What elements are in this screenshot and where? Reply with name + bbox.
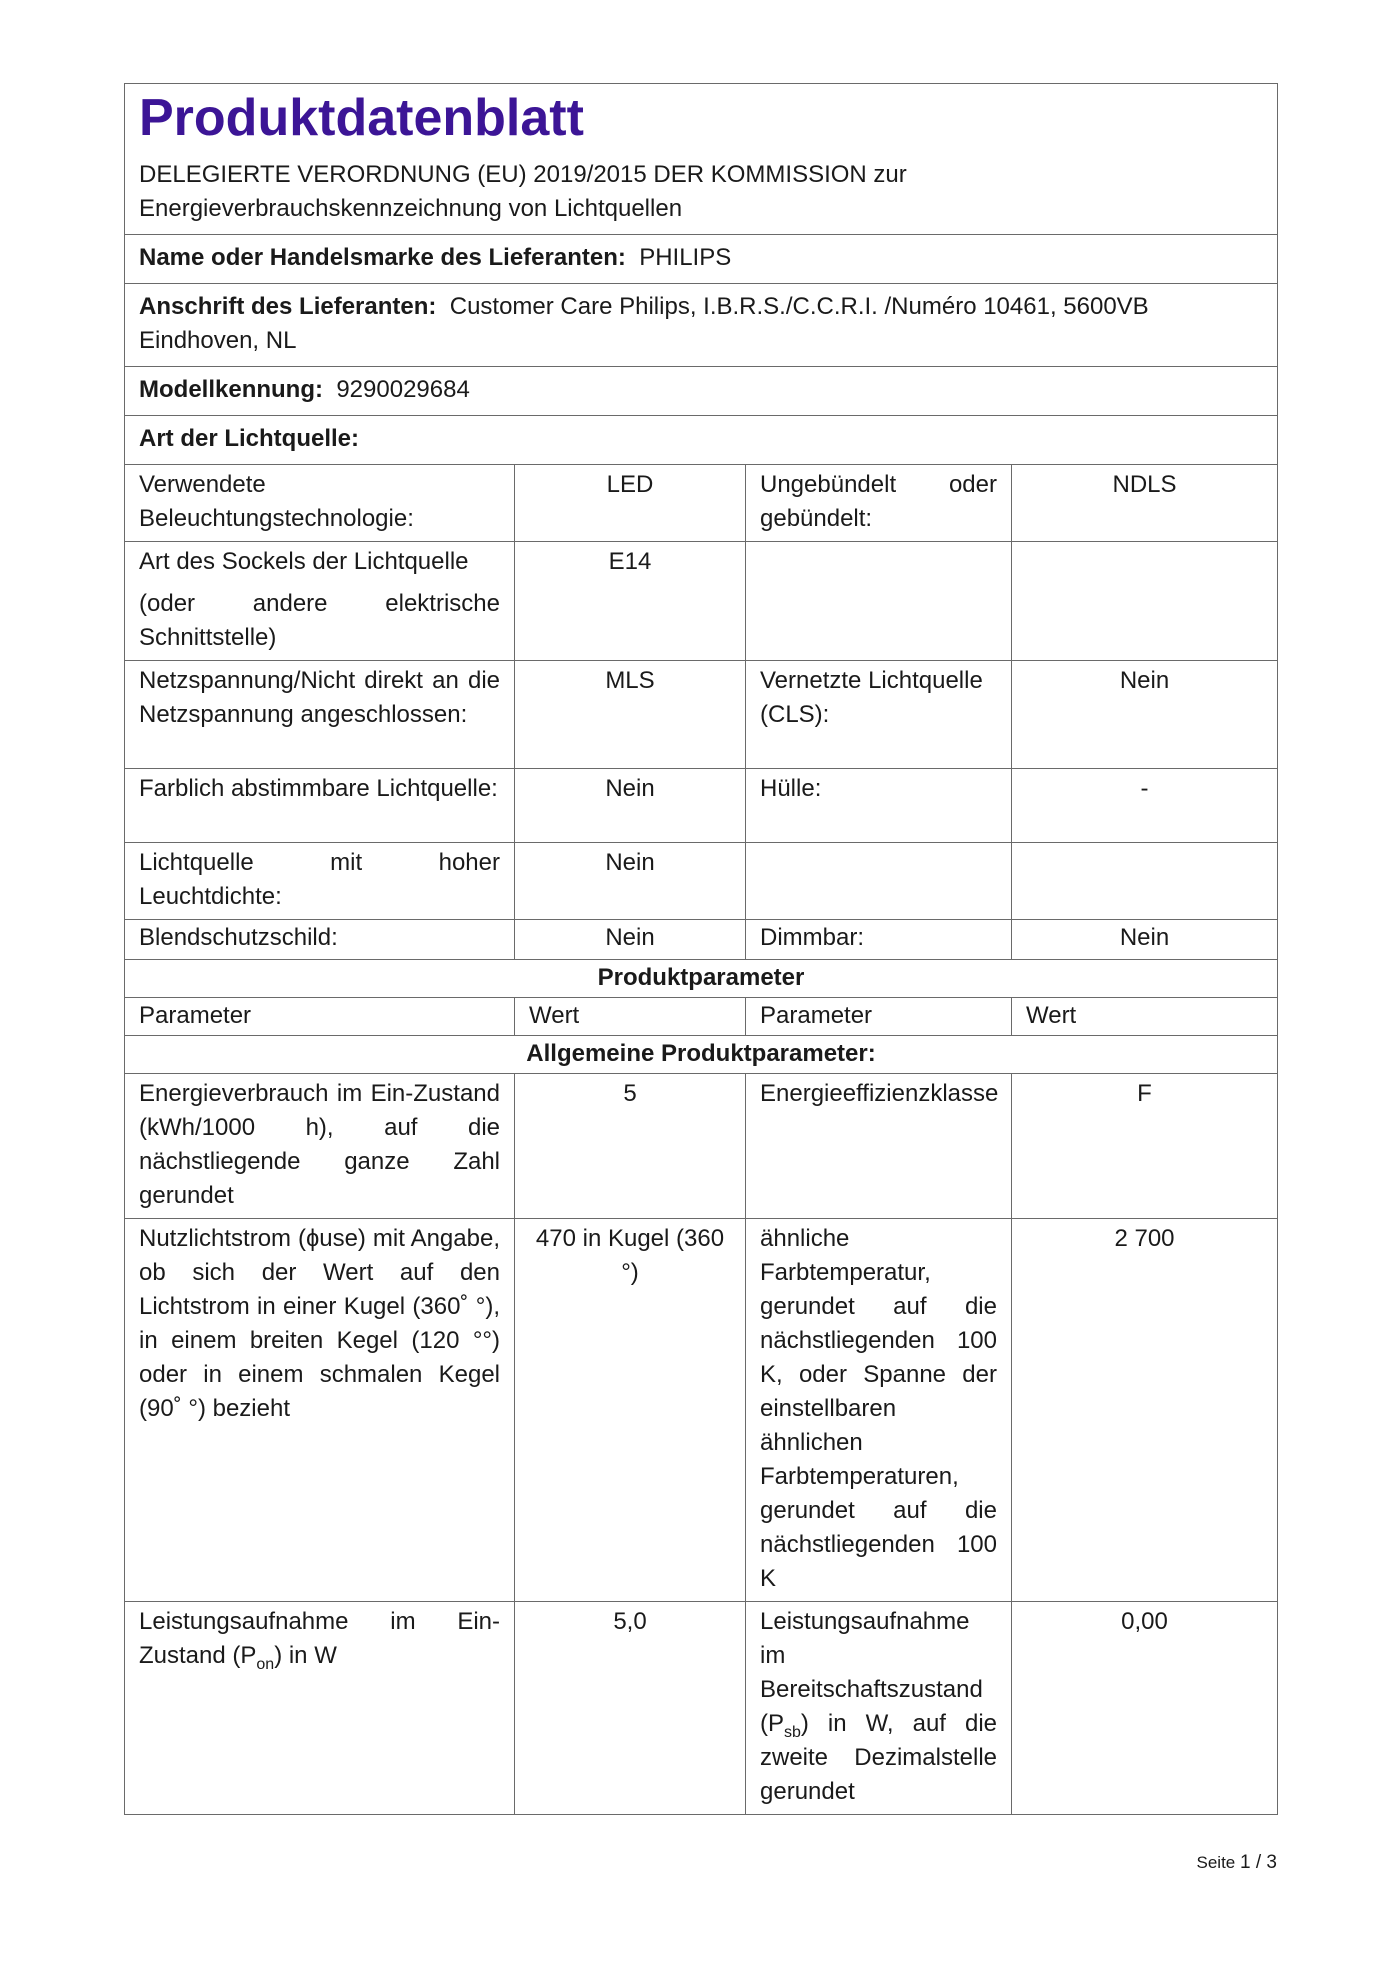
title-row bbox=[125, 84, 1278, 235]
param-value: 470 in Kugel (360 °) bbox=[515, 1219, 746, 1602]
table-row bbox=[125, 1602, 1278, 1815]
datasheet bbox=[124, 83, 1277, 1815]
column-header-parameter: Parameter bbox=[746, 998, 1012, 1036]
param-value: 5 bbox=[515, 1074, 746, 1219]
param-label: Leistungsaufnahme im Ein-Zustand (P bbox=[139, 1608, 500, 1669]
param-label: Lichtquelle mit hoher Leuchtdichte: bbox=[125, 843, 515, 920]
param-label: Hülle: bbox=[746, 769, 1012, 843]
param-value: E14 bbox=[515, 542, 746, 661]
supplier-name-label: Name oder Handelsmarke des Lieferanten: bbox=[139, 244, 626, 271]
model-label: Modellkennung: bbox=[139, 376, 323, 403]
column-header-parameter: Parameter bbox=[125, 998, 515, 1036]
param-label: Verwendete Beleuchtungstechnologie: bbox=[125, 465, 515, 542]
datasheet-table bbox=[124, 83, 1278, 1815]
page-title: Produktdatenblatt bbox=[139, 89, 584, 147]
model-value: 9290029684 bbox=[336, 376, 470, 403]
param-label: Ungebündelt oder gebündelt: bbox=[746, 465, 1012, 542]
light-source-type-label: Art der Lichtquelle: bbox=[125, 416, 1278, 465]
param-value: MLS bbox=[515, 661, 746, 769]
supplier-name-value: PHILIPS bbox=[639, 244, 732, 271]
supplier-name-row bbox=[125, 235, 1278, 284]
address-value: Customer Care Philips, I.B.R.S./C.C.R.I. /Numéro 10461, 5600VB Eindhoven, NL bbox=[139, 293, 1149, 354]
param-label: Energieeffizienzklasse bbox=[746, 1074, 1012, 1219]
table-row bbox=[125, 1074, 1278, 1219]
table-row bbox=[125, 542, 1278, 661]
param-label-subscript: on bbox=[256, 1655, 275, 1673]
param-label bbox=[746, 542, 1012, 661]
table-row bbox=[125, 843, 1278, 920]
table-row bbox=[125, 661, 1278, 769]
param-value: Nein bbox=[1012, 920, 1278, 960]
param-value: Nein bbox=[515, 843, 746, 920]
page-total: 3 bbox=[1266, 1852, 1277, 1873]
param-value: Nein bbox=[515, 920, 746, 960]
param-value: LED bbox=[515, 465, 746, 542]
param-value: - bbox=[1012, 769, 1278, 843]
param-value: 5,0 bbox=[515, 1602, 746, 1815]
page-number bbox=[1197, 1852, 1277, 1874]
table-row bbox=[125, 465, 1278, 542]
param-value: Nein bbox=[515, 769, 746, 843]
column-header-row bbox=[125, 998, 1278, 1036]
param-label: ) in W bbox=[274, 1642, 337, 1669]
param-label: ähnliche Farbtemperatur, gerundet auf die nächstliegenden 100 K, oder Spanne der einstellbaren ähnlichen Farbtemperaturen, gerundet auf die nächstliegenden 100 K bbox=[746, 1219, 1012, 1602]
param-label: Vernetzte Lichtquelle (CLS): bbox=[746, 661, 1012, 769]
light-source-type-row bbox=[125, 416, 1278, 465]
param-label: Art des Sockels der Lichtquelle bbox=[139, 548, 469, 575]
param-value: NDLS bbox=[1012, 465, 1278, 542]
param-label: ) in W, auf die zweite Dezimalstelle gerundet bbox=[760, 1710, 997, 1805]
section-row bbox=[125, 960, 1278, 998]
column-header-value: Wert bbox=[515, 998, 746, 1036]
param-label: Leistungsaufnahme im Bereitschaftszustand (P bbox=[760, 1608, 983, 1737]
section-row bbox=[125, 1036, 1278, 1074]
page-separator: / bbox=[1250, 1852, 1267, 1873]
param-label: Energieverbrauch im Ein-Zustand (kWh/1000 h), auf die nächstliegende ganze Zahl gerundet bbox=[125, 1074, 515, 1219]
param-label: Dimmbar: bbox=[746, 920, 1012, 960]
param-label: Blendschutzschild: bbox=[125, 920, 515, 960]
param-label: Nutzlichtstrom (ɸuse) mit Angabe, ob sich der Wert auf den Lichtstrom in einer Kugel (360˚ °), in einem breiten Kegel (120 °°) oder in einem schmalen Kegel (90˚ °) bezieht bbox=[125, 1219, 515, 1602]
param-value bbox=[1012, 542, 1278, 661]
address-label: Anschrift des Lieferanten: bbox=[139, 293, 437, 320]
param-label: Farblich abstimmbare Lichtquelle: bbox=[125, 769, 515, 843]
param-value: F bbox=[1012, 1074, 1278, 1219]
column-header-value: Wert bbox=[1012, 998, 1278, 1036]
table-row bbox=[125, 920, 1278, 960]
page-label: Seite bbox=[1196, 1853, 1236, 1872]
section-title: Produktparameter bbox=[125, 960, 1278, 998]
table-row bbox=[125, 1219, 1278, 1602]
address-row bbox=[125, 284, 1278, 367]
param-value: Nein bbox=[1012, 661, 1278, 769]
model-row bbox=[125, 367, 1278, 416]
param-label-subscript: sb bbox=[784, 1723, 801, 1741]
table-row bbox=[125, 769, 1278, 843]
param-value: 0,00 bbox=[1012, 1602, 1278, 1815]
page-current: 1 bbox=[1240, 1852, 1251, 1873]
section-title: Allgemeine Produktparameter: bbox=[125, 1036, 1278, 1074]
param-value bbox=[1012, 843, 1278, 920]
param-label-continued: (oder andere elektrische Schnittstelle) bbox=[139, 590, 500, 651]
param-value: 2 700 bbox=[1012, 1219, 1278, 1602]
param-label: Netzspannung/Nicht direkt an die Netzspannung angeschlossen: bbox=[125, 661, 515, 769]
regulation-text: DELEGIERTE VERORDNUNG (EU) 2019/2015 DER KOMMISSION zur Energieverbrauchskennzeichnung von Lichtquellen bbox=[139, 161, 907, 222]
param-label bbox=[746, 843, 1012, 920]
